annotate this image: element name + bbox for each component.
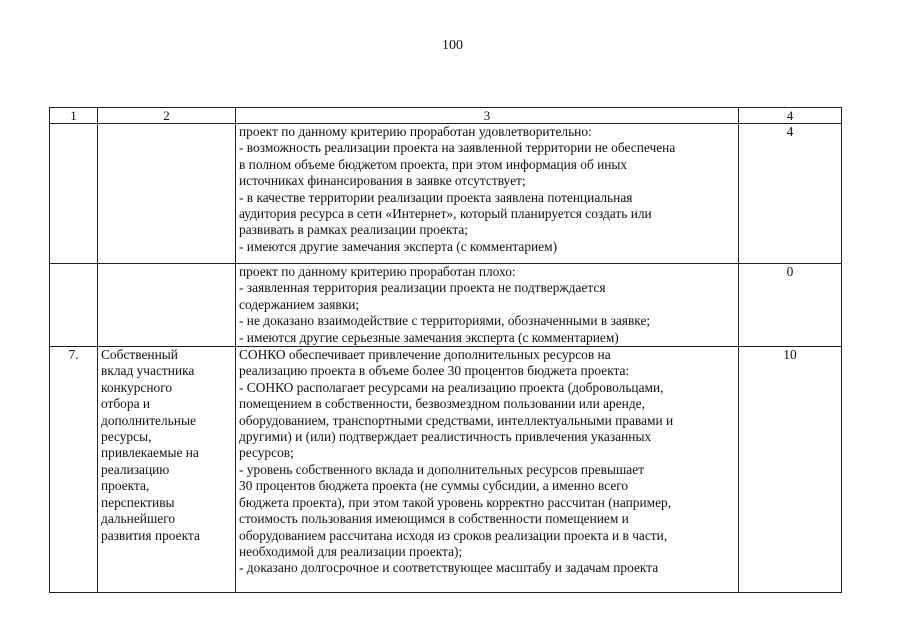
name-line: привлекаемые на [101, 445, 199, 461]
header-col-4: 4 [739, 108, 842, 124]
name-line: дополнительные [101, 412, 196, 428]
name-line: перспективы [101, 494, 175, 510]
description-line: бюджета проекта), при этом такой уровень корректно рассчитан (например, [239, 494, 672, 510]
table-row [50, 124, 842, 264]
table-row [50, 347, 842, 593]
description-line: - возможность реализации проекта на заявленной территории не обеспечена [239, 140, 676, 156]
criteria-table [49, 107, 842, 593]
description-line: СОНКО обеспечивает привлечение дополнительных ресурсов на [239, 347, 611, 363]
description-line: в полном объеме бюджетом проекта, при этом информация об иных [239, 156, 628, 172]
description-line: 30 процентов бюджета проекта (не суммы субсидии, а именно всего [239, 478, 629, 494]
description-line: проект по данному критерию проработан плохо: [239, 264, 516, 279]
criterion-number: 7. [50, 347, 98, 593]
header-col-2: 2 [98, 108, 236, 124]
criterion-number [50, 264, 98, 347]
criterion-name [98, 264, 236, 347]
name-line: отбора и [101, 396, 151, 412]
description-line: проект по данному критерию проработан удовлетворительно: [239, 124, 592, 139]
description-line: - имеются другие серьезные замечания эксперта (с комментарием) [239, 329, 619, 345]
description-line: источниках финансирования в заявке отсутствует; [239, 173, 526, 189]
description-line: - имеются другие замечания эксперта (с комментарием) [239, 238, 558, 254]
description-line: - доказано долгосрочное и соответствующее масштабу и задачам проекта [239, 560, 659, 576]
name-line: дальнейшего [101, 511, 176, 527]
criterion-score: 0 [739, 264, 842, 347]
description-line: аудитория ресурса в сети «Интернет», который планируется создать или [239, 206, 652, 222]
description-line: оборудованием рассчитана исходя из сроков реализации проекта и в части, [239, 527, 668, 543]
criterion-name [98, 124, 236, 264]
header-col-1: 1 [50, 108, 98, 124]
criterion-description [236, 347, 739, 593]
description-line: - не доказано взаимодействие с территориями, обозначенными в заявке; [239, 313, 651, 329]
name-line: реализацию [101, 461, 170, 477]
description-line: - уровень собственного вклада и дополнительных ресурсов превышает [239, 461, 645, 477]
name-line: Собственный [101, 347, 178, 363]
criterion-number [50, 124, 98, 264]
description-line: - в качестве территории реализации проекта заявлена потенциальная [239, 189, 633, 205]
table-header-row [50, 108, 842, 124]
name-line: ресурсы, [101, 429, 152, 445]
criterion-description [236, 264, 739, 347]
description-line: помещением в собственности, безвозмездном пользовании или аренде, [239, 396, 645, 412]
description-line: оборудованием, транспортными средствами, интеллектуальными правами и [239, 412, 674, 428]
description-line: развивать в рамках реализации проекта; [239, 222, 469, 238]
description-line: - заявленная территория реализации проекта не подтверждается [239, 280, 606, 296]
description-line: реализацию проекта в объеме более 30 процентов бюджета проекта: [239, 363, 630, 379]
description-line: необходимой для реализации проекта); [239, 543, 463, 559]
criterion-score: 10 [739, 347, 842, 593]
criterion-description [236, 124, 739, 264]
description-line: другими) и (или) подтверждает реалистичность привлечения указанных [239, 429, 652, 445]
description-line: стоимость пользования имеющимся в собственности помещением и [239, 511, 629, 527]
name-line: проекта, [101, 478, 150, 494]
table-row [50, 264, 842, 347]
name-line: конкурсного [101, 379, 173, 395]
header-col-3: 3 [236, 108, 739, 124]
description-line: - СОНКО располагает ресурсами на реализацию проекта (добровольцами, [239, 379, 664, 395]
page-number: 100 [442, 38, 463, 53]
criterion-name [98, 347, 236, 593]
criterion-score: 4 [739, 124, 842, 264]
description-line: содержанием заявки; [239, 296, 360, 312]
name-line: вклад участника [101, 363, 195, 379]
name-line: развития проекта [101, 527, 200, 543]
description-line: ресурсов; [239, 445, 294, 461]
